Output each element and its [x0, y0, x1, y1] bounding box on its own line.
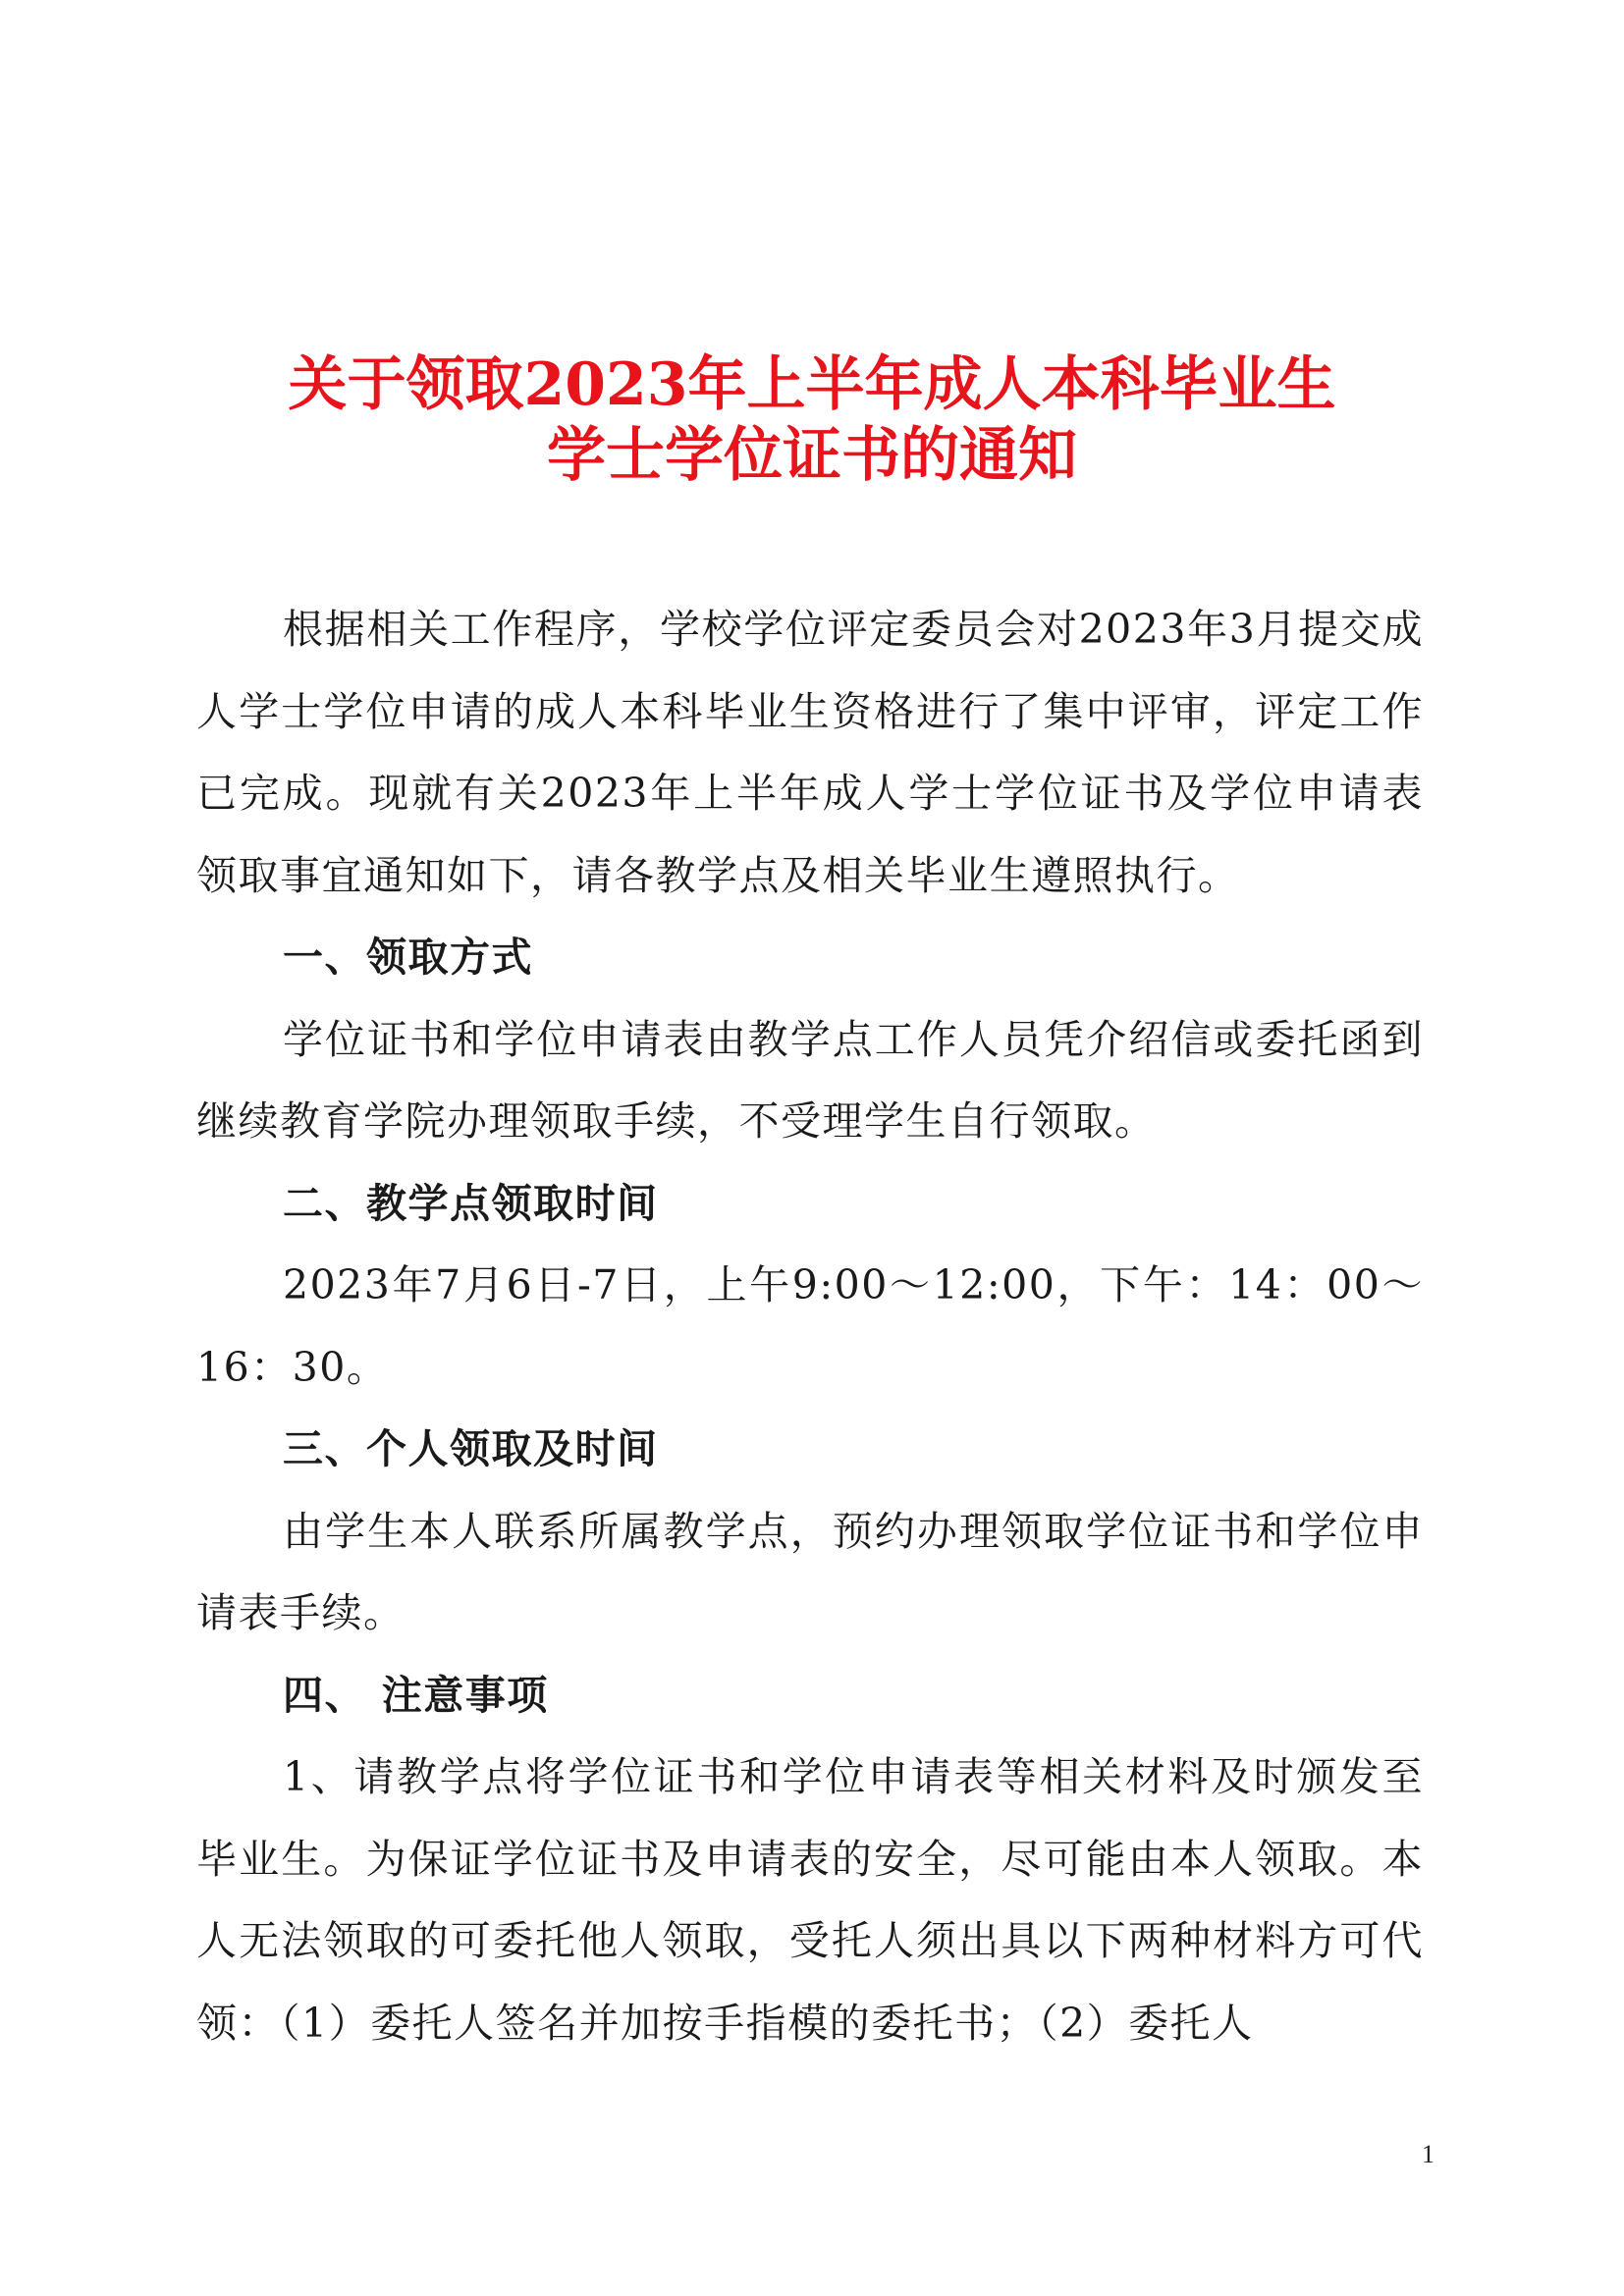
document-title-line-1: 关于领取2023年上半年成人本科毕业生	[288, 350, 1336, 419]
section-text-2: 2023年7月6日-7日，上午9:00～12:00，下午：14：00～16：30。	[196, 1261, 1424, 1391]
section-heading-2: 二、教学点领取时间	[283, 1179, 659, 1227]
section-text-3: 由学生本人联系所属教学点，预约办理领取学位证书和学位申请表手续。	[196, 1507, 1424, 1636]
section-heading-3: 三、个人领取及时间	[283, 1425, 659, 1472]
intro-paragraph: 根据相关工作程序，学校学位评定委员会对2023年3月提交成人学士学位申请的成人本科毕业生资格进行了集中评审，评定工作已完成。现就有关2023年上半年成人学士学位证书及学位申请表领取事宜通知如下，请各教学点及相关毕业生遵照执行。	[196, 606, 1424, 899]
section-text-1: 学位证书和学位申请表由教学点工作人员凭介绍信或委托函到继续教育学院办理领取手续，不受理学生自行领取。	[196, 1015, 1424, 1145]
section-heading-1: 一、领取方式	[283, 934, 533, 981]
document-title-line-2: 学士学位证书的通知	[547, 421, 1077, 490]
document-body	[196, 589, 1424, 2064]
page-number: 1	[1422, 2140, 1435, 2168]
section-heading-4: 四、 注意事项	[283, 1671, 549, 1719]
section-text-4: 1、请教学点将学位证书和学位申请表等相关材料及时颁发至毕业生。为保证学位证书及申请表的安全，尽可能由本人领取。本人无法领取的可委托他人领取，受托人须出具以下两种材料方可代领：（1）委托人签名并加按手指模的委托书；（2）委托人	[196, 1753, 1424, 2047]
